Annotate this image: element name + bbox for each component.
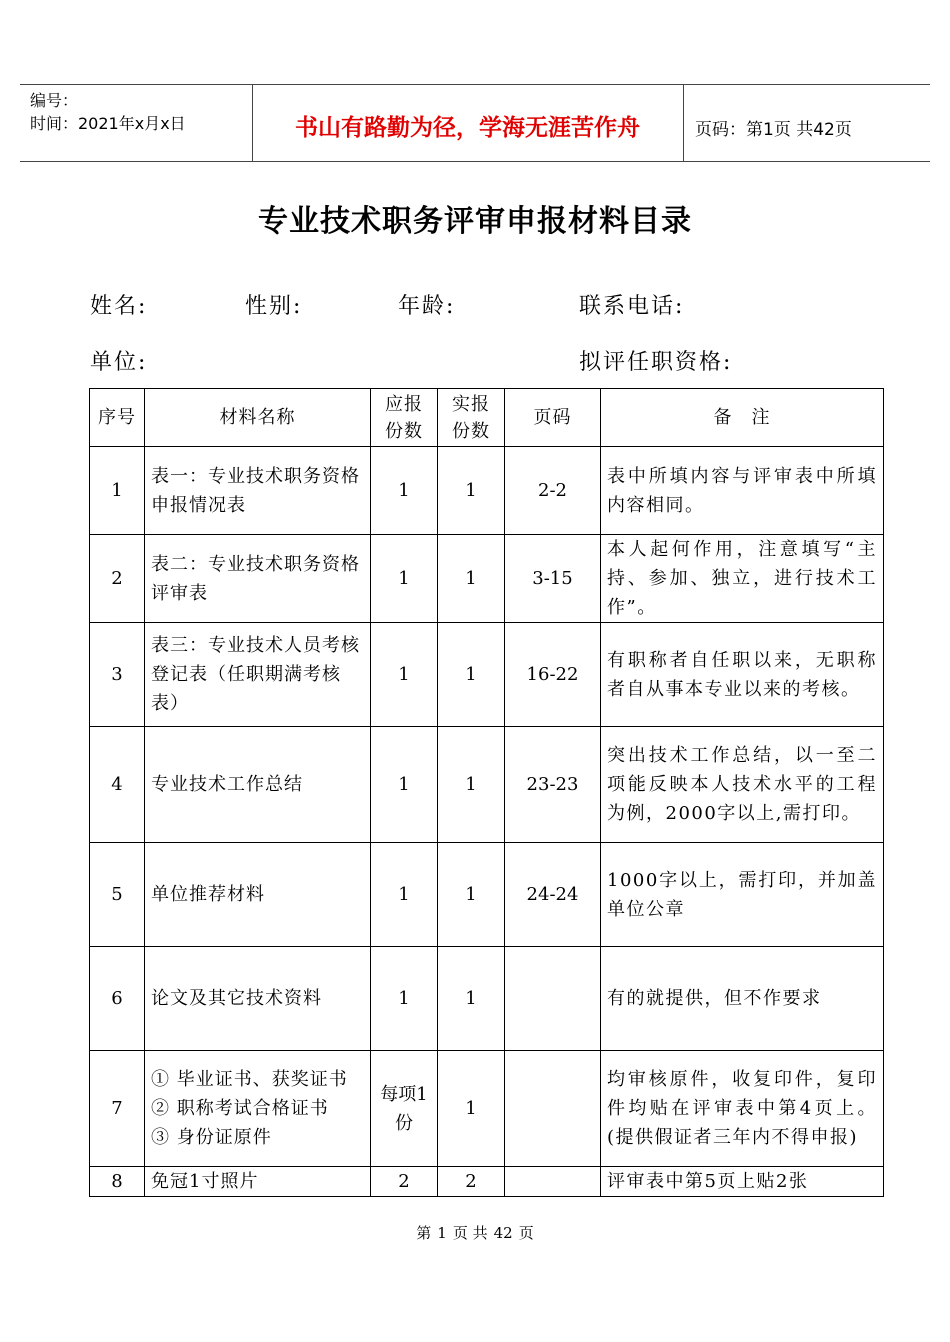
header-actual-copies: 实报份数 [438, 389, 505, 447]
row-required: 1 [371, 447, 438, 535]
header-pages: 页码 [505, 389, 601, 447]
table-row [90, 1051, 884, 1167]
material-item-exam-certificate: ② 职称考试合格证书 [151, 1098, 329, 1119]
row-pages [505, 1051, 601, 1167]
header-page-cell [683, 85, 930, 161]
row-actual: 1 [438, 535, 505, 623]
row-actual: 1 [438, 843, 505, 947]
materials-table [89, 388, 884, 1197]
row-pages: 3-15 [505, 535, 601, 623]
row-note: 1000字以上，需打印，并加盖单位公章 [601, 843, 884, 947]
table-row [90, 727, 884, 843]
material-item-diploma: ① 毕业证书、获奖证书 [151, 1069, 348, 1090]
row-note: 有的就提供，但不作要求 [601, 947, 884, 1051]
row-no: 5 [90, 843, 145, 947]
header-remarks: 备 注 [601, 389, 884, 447]
material-item-id-card: ③ 身份证原件 [151, 1127, 272, 1148]
row-note: 本人起何作用，注意填写“主持、参加、独立，进行技术工作”。 [601, 535, 884, 623]
row-material-name: 表一：专业技术职务资格申报情况表 [145, 447, 371, 535]
table-row [90, 947, 884, 1051]
row-material-name: 专业技术工作总结 [145, 727, 371, 843]
unit-label: 单位: [90, 350, 148, 375]
header-page-info: 页码：第1页 共42页 [695, 120, 852, 140]
row-note: 突出技术工作总结，以一至二项能反映本人技术水平的工程为例，2000字以上,需打印。 [601, 727, 884, 843]
row-no: 6 [90, 947, 145, 1051]
footer-middle: 页 共 [452, 1224, 488, 1242]
row-actual: 1 [438, 727, 505, 843]
row-no: 3 [90, 623, 145, 727]
footer-suffix: 页 [518, 1224, 534, 1242]
header-left-cell [20, 85, 253, 161]
row-no: 1 [90, 447, 145, 535]
page-header [20, 84, 930, 162]
row-pages: 2-2 [505, 447, 601, 535]
row-material-name: 免冠1寸照片 [145, 1167, 371, 1197]
document-time-label: 时间：2021年x月x日 [30, 114, 186, 133]
row-pages [505, 947, 601, 1051]
footer-total-pages: 42 [493, 1224, 513, 1242]
row-required: 1 [371, 535, 438, 623]
header-required-copies: 应报份数 [371, 389, 438, 447]
row-required: 1 [371, 947, 438, 1051]
gender-label: 性别: [245, 294, 303, 319]
table-row [90, 623, 884, 727]
row-material-name: 单位推荐材料 [145, 843, 371, 947]
document-number-label: 编号： [30, 91, 79, 110]
table-row [90, 535, 884, 623]
table-header-row [90, 389, 884, 447]
table-row [90, 447, 884, 535]
row-pages: 16-22 [505, 623, 601, 727]
header-no: 序号 [90, 389, 145, 447]
table-row [90, 843, 884, 947]
row-actual: 1 [438, 947, 505, 1051]
row-actual: 2 [438, 1167, 505, 1197]
age-label: 年龄: [398, 294, 456, 319]
header-material-name: 材料名称 [145, 389, 371, 447]
row-material-name [145, 1051, 371, 1167]
footer-prefix: 第 [416, 1224, 432, 1242]
row-note: 均审核原件，收复印件，复印件均贴在评审表中第4页上。(提供假证者三年内不得申报) [601, 1051, 884, 1167]
qualification-label: 拟评任职资格: [579, 350, 733, 375]
row-pages: 23-23 [505, 727, 601, 843]
row-no: 8 [90, 1167, 145, 1197]
row-required: 1 [371, 623, 438, 727]
header-motto: 书山有路勤为径，学海无涯苦作舟 [295, 115, 640, 141]
document-title: 专业技术职务评审申报材料目录 [258, 204, 692, 239]
row-note: 评审表中第5页上贴2张 [601, 1167, 884, 1197]
name-label: 姓名: [90, 294, 148, 319]
row-pages: 24-24 [505, 843, 601, 947]
row-note: 表中所填内容与评审表中所填内容相同。 [601, 447, 884, 535]
row-material-name: 表二：专业技术职务资格评审表 [145, 535, 371, 623]
row-no: 7 [90, 1051, 145, 1167]
footer-page-number: 1 [437, 1224, 447, 1242]
page-footer [0, 1222, 950, 1243]
row-required: 2 [371, 1167, 438, 1197]
row-required: 1 [371, 843, 438, 947]
row-actual: 1 [438, 447, 505, 535]
row-material-name: 表三：专业技术人员考核登记表（任职期满考核表） [145, 623, 371, 727]
row-note: 有职称者自任职以来，无职称者自从事本专业以来的考核。 [601, 623, 884, 727]
row-no: 2 [90, 535, 145, 623]
header-motto-cell [252, 85, 684, 161]
row-material-name: 论文及其它技术资料 [145, 947, 371, 1051]
row-pages [505, 1167, 601, 1197]
row-required: 1 [371, 727, 438, 843]
row-actual: 1 [438, 623, 505, 727]
row-required: 每项1份 [371, 1051, 438, 1167]
row-actual: 1 [438, 1051, 505, 1167]
phone-label: 联系电话: [579, 294, 685, 319]
table-row [90, 1167, 884, 1197]
row-no: 4 [90, 727, 145, 843]
